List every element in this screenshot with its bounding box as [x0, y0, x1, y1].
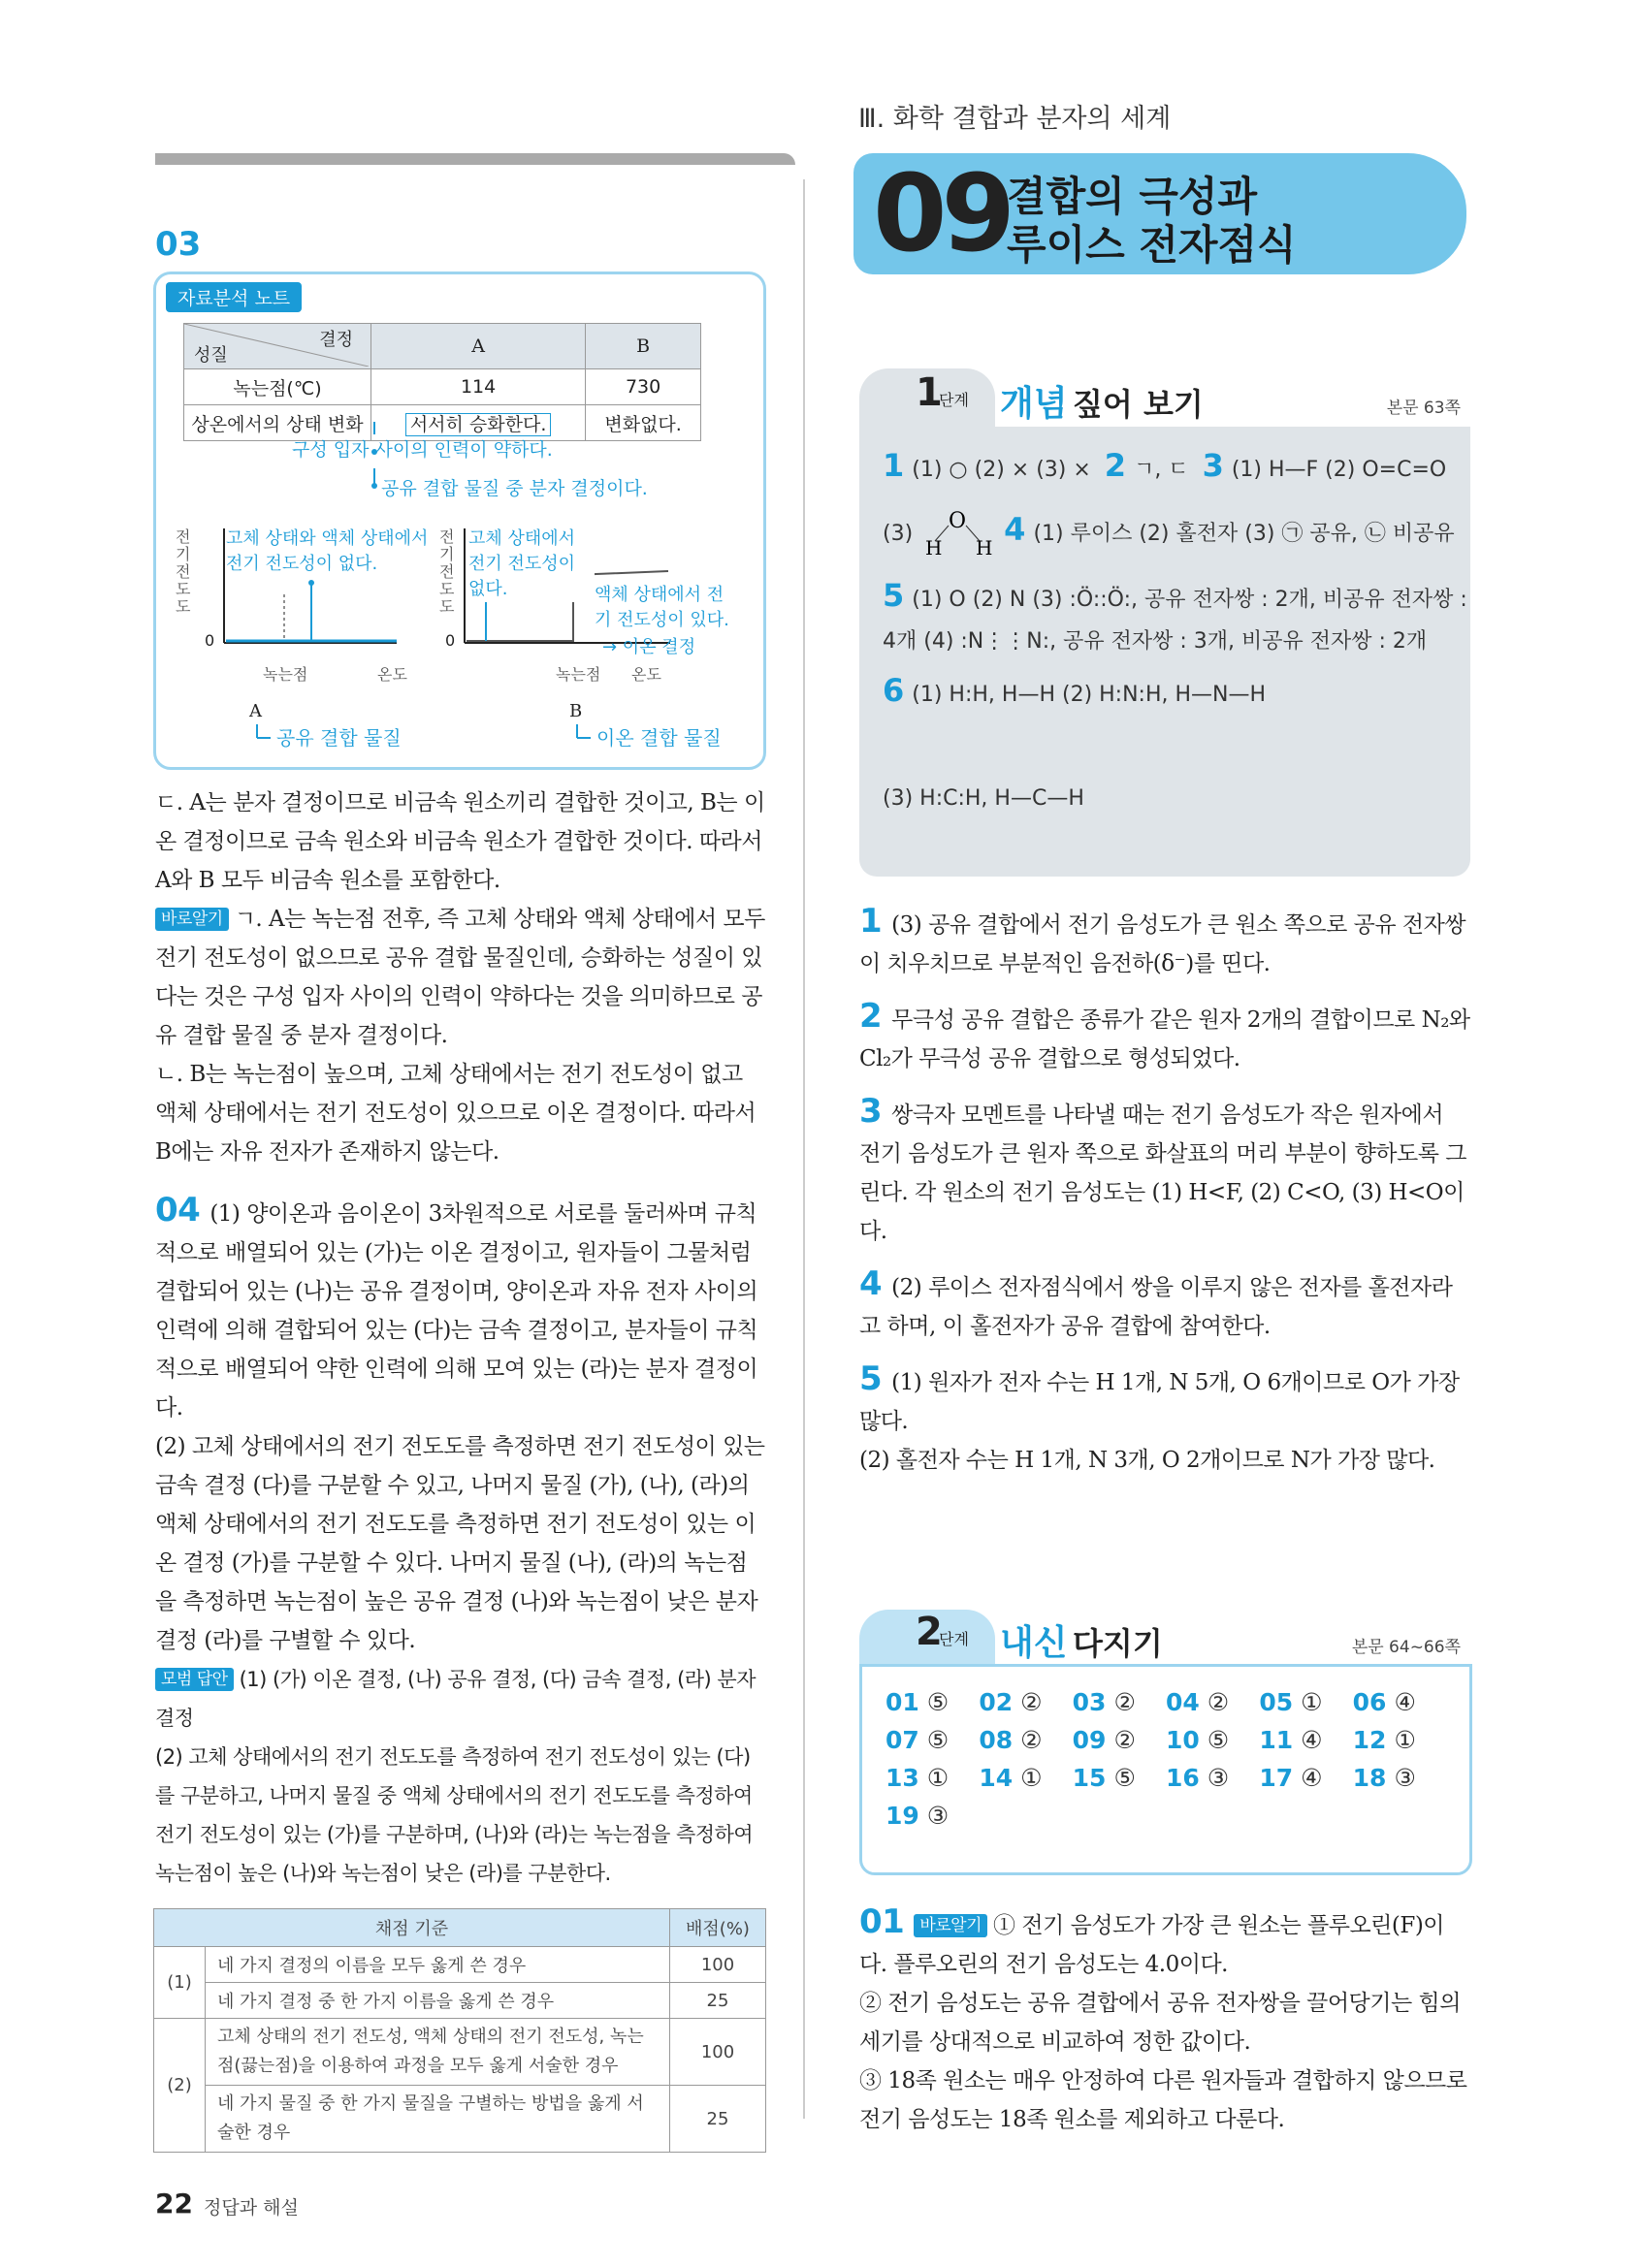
svg-text:H: H — [925, 536, 943, 559]
answer-item — [1166, 1764, 1259, 1792]
chapter-title-1: 결합의 극성과 — [1007, 173, 1258, 220]
answer-choice: ② — [1113, 1726, 1136, 1754]
graphA-type: 공유 결합 물질 — [276, 726, 402, 750]
answer-item — [1073, 1764, 1166, 1792]
answer-qnum: 13 — [885, 1764, 919, 1792]
graphA-ylabel: 전기 전도도 — [176, 527, 191, 616]
e2-t: 무극성 공유 결합은 종류가 같은 원자 2개의 결합이므로 N₂와 Cl₂가 무극성 공유 결합으로 형성되었다. — [859, 1007, 1470, 1071]
answer-qnum: 09 — [1072, 1726, 1107, 1754]
water-structure-icon — [919, 510, 997, 559]
answer-item — [885, 1726, 979, 1754]
graphB-x1: 녹는점 — [556, 665, 601, 684]
graphA-name: A — [249, 701, 262, 721]
answer-qnum: 01 — [885, 1688, 919, 1716]
q04-p2: (2) 고체 상태에서의 전기 전도도를 측정하면 전기 전도성이 있는 금속 결정 (다)를 구분할 수 있고, 나머지 물질 (가), (나), (라)의 액체 상태에서의 전기 전도도를 측정하면 전기 전도성이 있는 이온 결정 (가)를 구분할 수 있다. 나머지 물질 (나), (라)의 녹는점을 측정하면 녹는점이 높은 공유 결정 (나)와 녹는점이 낮은 분자 결정 (라)를 구별할 수 있다. — [155, 1434, 765, 1653]
q03-text: ㄷ. A는 분자 결정이므로 비금속 원소끼리 결합한 것이고, B는 이온 결정이므로 금속 원소와 비금속 원소가 결합한 것이다. 따라서 A와 B 모두 비금속 원소를 포함한다. — [155, 790, 765, 893]
q03-number: 03 — [155, 225, 202, 264]
s1-n6: 6 — [883, 672, 905, 709]
q01-l2: ② 전기 음성도는 공유 결합에서 공유 전자쌍을 끌어당기는 힘의 세기를 상대적으로 비교하여 정한 값이다. — [859, 1991, 1461, 2055]
answer-qnum: 16 — [1166, 1764, 1200, 1792]
answer-item — [1166, 1726, 1259, 1754]
answer-qnum: 17 — [1259, 1764, 1294, 1792]
grading-r1a-score: 100 — [670, 1947, 766, 1983]
section-header: Ⅲ. 화학 결합과 분자의 세계 — [858, 104, 1172, 134]
answer-item — [1353, 1764, 1446, 1792]
answer-item — [979, 1726, 1072, 1754]
s1-t3: (1) H—F (2) O=C=O — [1231, 458, 1447, 482]
step1-ref: 본문 63쪽 — [1386, 399, 1461, 418]
q04-a2: (2) 고체 상태에서의 전기 전도도를 측정하여 전기 전도성이 있는 (다)를 구분하고, 나머지 물질 중 액체 상태에서의 전기 전도도를 측정하여 전기 전도성이 있는 (가)를 구분하며, (나)와 (라)는 녹는점을 측정하여 녹는점이 높은 (나)와 녹는점이 낮은 (라)를 구분한다. — [155, 1745, 754, 1885]
top-divider — [155, 153, 795, 165]
col-a: A — [371, 324, 586, 369]
q01-l1: ① 전기 음성도가 가장 큰 원소는 플루오린(F)이다. 플루오린의 전기 음성도는 4.0이다. — [859, 1913, 1445, 1977]
answer-qnum: 11 — [1259, 1726, 1294, 1754]
answer-qnum: 18 — [1352, 1764, 1387, 1792]
answer-item — [979, 1764, 1072, 1792]
q04-a1: (1) (가) 이온 결정, (나) 공유 결정, (다) 금속 결정, (라) 분자 결정 — [155, 1668, 756, 1730]
answer-choice: ② — [1020, 1726, 1043, 1754]
graphB-zero: 0 — [445, 631, 456, 650]
q03-wrong1: ㄱ. A는 녹는점 전후, 즉 고체 상태와 액체 상태에서 모두 전기 전도성이 없으므로 공유 결합 물질인데, 승화하는 성질이 있다는 것은 구성 입자 사이의 인력이 약하다는 것을 의미하므로 공유 결합 물질 중 분자 결정이다. — [155, 907, 765, 1048]
column-divider — [803, 179, 805, 2119]
answer-item — [885, 1688, 979, 1716]
graphA-note: 고체 상태와 액체 상태에서 전기 전도성이 없다. — [226, 527, 449, 577]
graphB-ylabel: 전기 전도도 — [439, 527, 455, 616]
analysis-note-box — [153, 272, 766, 770]
step1-badge-unit: 단계 — [939, 391, 969, 409]
answer-choice: ③ — [926, 1802, 950, 1830]
row2-b: 변화없다. — [586, 405, 701, 441]
graphB-type: 이온 결합 물질 — [596, 726, 722, 750]
grading-r2b: 네 가지 물질 중 한 가지 물질을 구별하는 방법을 옳게 서술한 경우 — [206, 2086, 670, 2153]
step2-ref: 본문 64~66쪽 — [1351, 1638, 1461, 1657]
row2-a: 서서히 승화한다. — [405, 413, 552, 436]
answer-qnum: 08 — [979, 1726, 1014, 1754]
s1-l4: 4개 (4) :N⋮⋮N:, 공유 전자쌍 : 3개, 비공유 전자쌍 : 2개 — [883, 629, 1428, 654]
grading-r1b: 네 가지 결정 중 한 가지 이름을 옳게 쓴 경우 — [206, 1983, 670, 2019]
answer-item — [1073, 1688, 1166, 1716]
step1-title-bold: 개념 — [1000, 384, 1068, 424]
grading-header: 채점 기준 — [154, 1909, 670, 1947]
answer-qnum: 03 — [1072, 1688, 1107, 1716]
graphB-name: B — [569, 701, 583, 721]
graphA-x1: 녹는점 — [263, 665, 308, 684]
answer-item — [1259, 1688, 1352, 1716]
step1-explanations — [859, 902, 1470, 1480]
grading-table — [153, 1908, 766, 2153]
q04-model-tag: 모범 답안 — [155, 1668, 234, 1691]
q04-explanation — [155, 1191, 766, 1893]
step2-badge-num: 2 — [916, 1610, 943, 1654]
q01-tag: 바로알기 — [914, 1914, 987, 1937]
grading-part2: (2) — [154, 2019, 206, 2153]
s1-n4: 4 — [1004, 511, 1026, 548]
answer-item — [885, 1764, 979, 1792]
answer-choice: ② — [1113, 1688, 1136, 1716]
graphA-x2: 온도 — [377, 665, 407, 684]
q04-number: 04 — [155, 1191, 201, 1230]
answer-choice: ⑤ — [926, 1688, 950, 1716]
step1-answer-box — [859, 427, 1470, 877]
grading-r2a-score: 100 — [670, 2019, 766, 2086]
page-number: 22 — [155, 2188, 193, 2220]
grading-r2a: 고체 상태의 전기 전도성, 액체 상태의 전기 전도성, 녹는점(끓는점)을 이용하여 과정을 모두 옳게 서술한 경우 — [206, 2019, 670, 2086]
svg-text:H: H — [976, 536, 993, 559]
answer-qnum: 07 — [885, 1726, 919, 1754]
answer-choice: ④ — [1394, 1688, 1416, 1716]
e5-n: 5 — [859, 1359, 883, 1398]
answer-item — [1073, 1726, 1166, 1754]
s1-n5: 5 — [883, 577, 905, 614]
e4-t: (2) 루이스 전자점식에서 쌍을 이루지 않은 전자를 홀전자라고 하며, 이 홀전자가 공유 결합에 참여한다. — [859, 1275, 1453, 1339]
graphB-note: 고체 상태에서 전기 전도성이 없다. — [468, 527, 595, 602]
answer-choice: ① — [926, 1764, 950, 1792]
e2-n: 2 — [859, 997, 883, 1036]
answer-item — [1353, 1688, 1446, 1716]
q01-l3: ③ 18족 원소는 매우 안정하여 다른 원자들과 결합하지 않으므로 전기 음성도는 18족 원소를 제외하고 다룬다. — [859, 2068, 1467, 2132]
step1-badge-num: 1 — [916, 370, 943, 415]
step2-header — [859, 1610, 1470, 1664]
step1-title-rest: 짚어 보기 — [1073, 386, 1204, 423]
q01-explanation — [859, 1902, 1470, 2139]
row1-b: 730 — [586, 369, 701, 405]
s1-n3: 3 — [1202, 447, 1224, 484]
chapter-number: 09 — [873, 151, 1011, 275]
answer-choice: ④ — [1301, 1764, 1323, 1792]
s1-t4: (1) 루이스 (2) 홀전자 (3) ㉠ 공유, ㉡ 비공유 — [1033, 522, 1455, 546]
s1-t2: ㄱ, ㄷ — [1134, 458, 1189, 482]
annotation-lines — [156, 274, 763, 767]
s1-t1: (1) ○ (2) × (3) × — [912, 458, 1091, 482]
answer-choice: ⑤ — [926, 1726, 950, 1754]
answer-choice: ⑤ — [1113, 1764, 1136, 1792]
answer-choice: ③ — [1394, 1764, 1416, 1792]
q03-wrong-tag: 바로알기 — [155, 908, 229, 931]
step2-answer-box — [859, 1664, 1472, 1875]
analysis-note-tag: 자료분석 노트 — [166, 282, 302, 312]
s1-n1: 1 — [883, 447, 905, 484]
step2-title-bold: 내신 — [1000, 1623, 1068, 1663]
s1-t5: (1) O (2) N (3) :Ö::Ö:, 공유 전자쌍 : 2개, 비공유 전자쌍 : — [912, 588, 1467, 612]
annotation-1: 구성 입자 사이의 인력이 약하다. — [292, 439, 553, 461]
answer-qnum: 14 — [979, 1764, 1014, 1792]
q03-explanation — [155, 783, 766, 1171]
chapter-banner — [853, 153, 1466, 274]
graphB-note2: 액체 상태에서 전기 전도성이 있다. — [595, 583, 740, 633]
step2-badge-unit: 단계 — [939, 1630, 969, 1648]
e5-t: (1) 원자가 전자 수는 H 1개, N 5개, O 6개이므로 O가 가장 많다. — [859, 1370, 1460, 1434]
graphB-note3: → 이온 결정 — [602, 637, 696, 657]
q01-number: 01 — [859, 1902, 905, 1941]
e3-n: 3 — [859, 1092, 883, 1131]
answer-choice: ③ — [1207, 1764, 1230, 1792]
step2-title-rest: 다지기 — [1073, 1625, 1163, 1662]
e5-extra: (2) 홀전자 수는 H 1개, N 3개, O 2개이므로 N가 가장 많다. — [859, 1448, 1435, 1473]
answer-choice: ② — [1020, 1688, 1043, 1716]
answer-choice: ② — [1207, 1688, 1230, 1716]
grading-score-header: 배점(%) — [670, 1909, 766, 1947]
row2-label: 상온에서의 상태 변화 — [184, 405, 371, 441]
answer-qnum: 12 — [1352, 1726, 1387, 1754]
e1-t: (3) 공유 결합에서 전기 음성도가 큰 원소 쪽으로 공유 전자쌍이 치우치므로 부분적인 음전하(δ⁻)를 띤다. — [859, 912, 1466, 976]
answer-qnum: 04 — [1166, 1688, 1200, 1716]
answer-choice: ① — [1020, 1764, 1043, 1792]
s1-t6: (1) H:H, H—H (2) H:N:H, H—N—H — [912, 683, 1267, 707]
grading-part1: (1) — [154, 1947, 206, 2019]
s1-l6: (3) H:C:H, H—C—H — [883, 786, 1084, 811]
row1-label: 녹는점(℃) — [184, 369, 371, 405]
answer-qnum: 19 — [885, 1802, 919, 1830]
annotation-2: 공유 결합 물질 중 분자 결정이다. — [381, 478, 648, 499]
grading-r2b-score: 25 — [670, 2086, 766, 2153]
answer-item — [885, 1802, 979, 1830]
grading-r1a: 네 가지 결정의 이름을 모두 옳게 쓴 경우 — [206, 1947, 670, 1983]
corner-bottom: 성질 — [194, 345, 228, 366]
answer-choice: ④ — [1301, 1726, 1323, 1754]
graphA-zero: 0 — [205, 631, 215, 650]
s1-n2: 2 — [1104, 447, 1127, 484]
answer-qnum: 05 — [1259, 1688, 1294, 1716]
answer-item — [979, 1688, 1072, 1716]
answer-choice: ① — [1394, 1726, 1416, 1754]
answer-qnum: 15 — [1072, 1764, 1107, 1792]
answer-qnum: 06 — [1352, 1688, 1387, 1716]
corner-top: 결정 — [319, 330, 353, 350]
q03-wrong2: ㄴ. B는 녹는점이 높으며, 고체 상태에서는 전기 전도성이 없고 액체 상태에서는 전기 전도성이 있으므로 이온 결정이다. 따라서 B에는 자유 전자가 존재하지 않는다. — [155, 1062, 757, 1165]
row1-a: 114 — [371, 369, 586, 405]
chapter-title-2: 루이스 전자점식 — [1007, 221, 1297, 269]
step1-header — [859, 368, 1470, 427]
e1-n: 1 — [859, 902, 883, 941]
answer-item — [1166, 1688, 1259, 1716]
s1-l2-t1: (3) — [883, 522, 914, 546]
e4-n: 4 — [859, 1264, 883, 1303]
page-footer-label: 정답과 해설 — [204, 2197, 299, 2219]
svg-text:O: O — [949, 510, 967, 533]
graphB-x2: 온도 — [631, 665, 661, 684]
col-b: B — [586, 324, 701, 369]
q04-p1: (1) 양이온과 음이온이 3차원적으로 서로를 둘러싸며 규칙적으로 배열되어 있는 (가)는 이온 결정이고, 원자들이 그물처럼 결합되어 있는 (나)는 공유 결정이며, 양이온과 자유 전자 사이의 인력에 의해 결합되어 있는 (다)는 금속 결정이고, 분자들이 규칙적으로 배열되어 약한 인력에 의해 모여 있는 (라)는 분자 결정이다. — [155, 1201, 758, 1421]
answer-item — [1259, 1764, 1352, 1792]
answer-choice: ⑤ — [1207, 1726, 1230, 1754]
answer-qnum: 02 — [979, 1688, 1014, 1716]
grading-r1b-score: 25 — [670, 1983, 766, 2019]
e3-t: 쌍극자 모멘트를 나타낼 때는 전기 음성도가 작은 원자에서 전기 음성도가 큰 원자 쪽으로 화살표의 머리 부분이 향하도록 그린다. 각 원소의 전기 음성도는 (1) H<F, (2) C<O, (3) H<O이다. — [859, 1102, 1466, 1244]
answer-item — [1353, 1726, 1446, 1754]
answer-qnum: 10 — [1166, 1726, 1200, 1754]
answer-grid — [862, 1667, 1469, 1830]
answer-choice: ① — [1301, 1688, 1323, 1716]
answer-item — [1259, 1726, 1352, 1754]
